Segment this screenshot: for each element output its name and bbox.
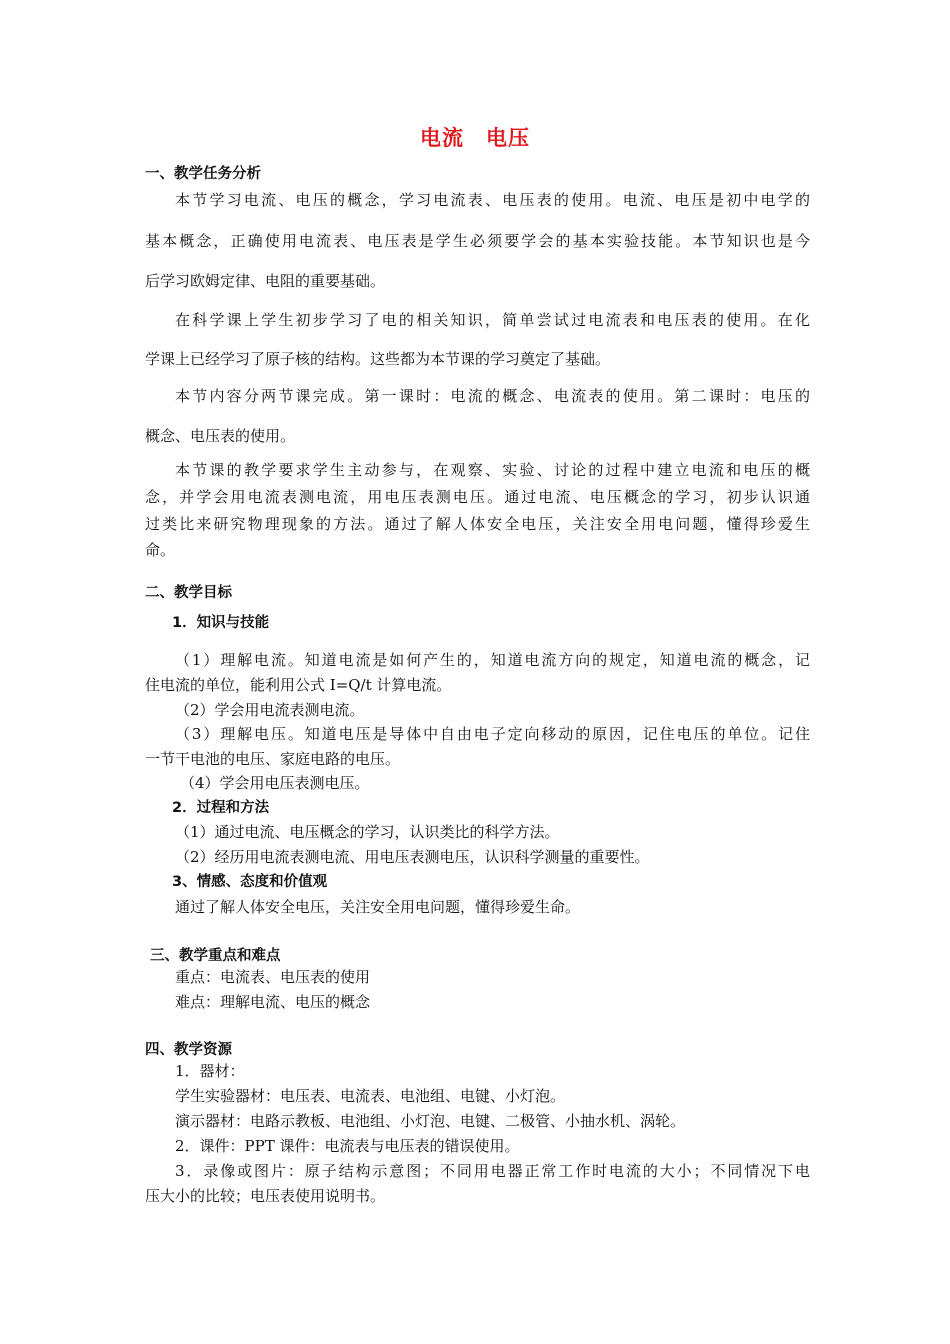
section-heading-1: 一、教学任务分析 <box>145 166 261 182</box>
list-item: 难点：理解电流、电压的概念 <box>175 993 371 1011</box>
list-item: 3．录像或图片：原子结构示意图；不同用电器正常工作时电流的大小；不同情况下电 <box>175 1162 810 1180</box>
subheading-knowledge: 1．知识与技能 <box>172 615 270 631</box>
paragraph-line: 概念、电压表的使用。 <box>145 427 296 445</box>
paragraph-line: 本节学习电流、电压的概念，学习电流表、电压表的使用。电流、电压是初中电学的 <box>175 191 810 209</box>
list-item: 通过了解人体安全电压，关注安全用电问题，懂得珍爱生命。 <box>175 898 581 916</box>
paragraph-line: 命。 <box>145 541 176 559</box>
list-item: （4）学会用电压表测电压。 <box>180 774 370 792</box>
list-item: 住电流的单位，能利用公式 I=Q/t 计算电流。 <box>145 676 452 694</box>
subheading-process: 2．过程和方法 <box>172 800 270 816</box>
paragraph-line: 后学习欧姆定律、电阻的重要基础。 <box>145 272 386 290</box>
subheading-attitude: 3、情感、态度和价值观 <box>172 874 328 890</box>
list-item: 演示器材：电路示教板、电池组、小灯泡、电键、二极管、小抽水机、涡轮。 <box>175 1112 686 1130</box>
paragraph-line: 本节内容分两节课完成。第一课时：电流的概念、电流表的使用。第二课时：电压的 <box>175 387 810 405</box>
list-item: （3）理解电压。知道电压是导体中自由电子定向移动的原因，记住电压的单位。记住 <box>175 725 810 743</box>
list-item: 重点：电流表、电压表的使用 <box>175 968 371 986</box>
list-item: （2）经历用电流表测电流、用电压表测电压，认识科学测量的重要性。 <box>175 848 650 866</box>
list-item: （1）理解电流。知道电流是如何产生的，知道电流方向的规定，知道电流的概念，记 <box>175 651 810 669</box>
paragraph-line: 念，并学会用电流表测电流，用电压表测电压。通过电流、电压概念的学习，初步认识通 <box>145 488 810 506</box>
list-item: 一节干电池的电压、家庭电路的电压。 <box>145 750 401 768</box>
paragraph-line: 在科学课上学生初步学习了电的相关知识，简单尝试过电流表和电压表的使用。在化 <box>175 311 810 329</box>
paragraph-line: 基本概念，正确使用电流表、电压表是学生必须要学会的基本实验技能。本节知识也是今 <box>145 232 810 250</box>
list-item: 学生实验器材：电压表、电流表、电池组、电键、小灯泡。 <box>175 1087 566 1105</box>
page-title: 电流 电压 <box>420 126 530 150</box>
section-heading-2: 二、教学目标 <box>145 585 232 601</box>
list-item: 压大小的比较；电压表使用说明书。 <box>145 1187 386 1205</box>
list-item: 1．器材： <box>175 1062 245 1080</box>
paragraph-line: 学课上已经学习了原子核的结构。这些都为本节课的学习奠定了基础。 <box>145 350 611 368</box>
list-item: 2．课件：PPT 课件：电流表与电压表的错误使用。 <box>175 1137 520 1155</box>
paragraph-line: 过类比来研究物理现象的方法。通过了解人体安全电压，关注安全用电问题，懂得珍爱生 <box>145 515 810 533</box>
list-item: （2）学会用电流表测电流。 <box>175 701 365 719</box>
section-heading-3: 三、教学重点和难点 <box>150 948 281 964</box>
paragraph-line: 本节课的教学要求学生主动参与，在观察、实验、讨论的过程中建立电流和电压的概 <box>175 461 810 479</box>
section-heading-4: 四、教学资源 <box>145 1042 232 1058</box>
list-item: （1）通过电流、电压概念的学习，认识类比的科学方法。 <box>175 823 560 841</box>
